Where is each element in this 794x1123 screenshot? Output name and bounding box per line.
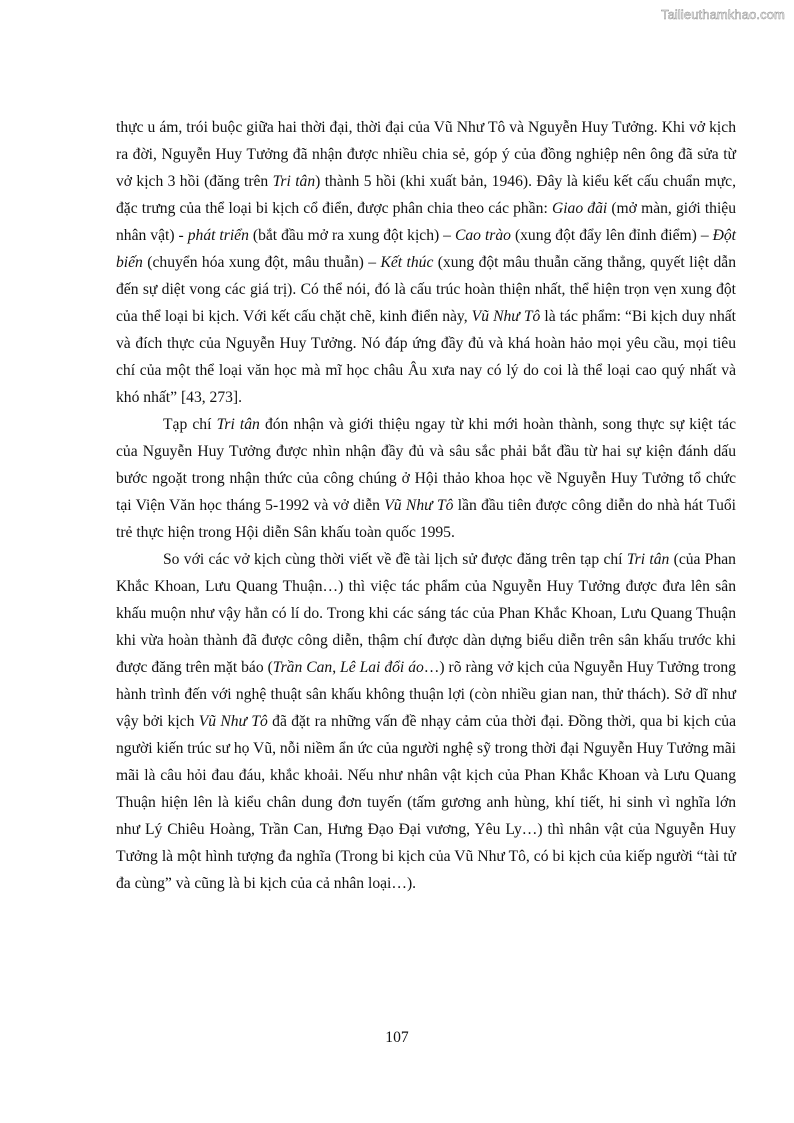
text-run: (xung đột đẩy lên đỉnh điểm) –	[510, 227, 713, 244]
text-run: (của Phan Khắc Khoan, Lưu Quang Thuận…) thì việc tác phẩm của Nguyễn Huy Tưởng được đưa lên sân khấu muộn như vậy hẳn có lí do. Trong khi các sáng tác của Phan Khắc Khoan, Lưu Quang Thuận khi vừa hoàn thành đã được công diễn, thậm chí được dàn dựng biểu diễn trên sân khấu trước khi được đăng trên mặt báo (	[116, 551, 736, 676]
italic-run: Vũ Như Tô	[384, 497, 454, 514]
italic-run: Tri tân	[626, 551, 670, 568]
text-run: đã đặt ra những vấn đề nhạy cảm của thời đại. Đồng thời, qua bi kịch của người kiến trúc sư họ Vũ, nỗi niềm ẩn ức của người nghệ sỹ trong thời đại Nguyễn Huy Tưởng mãi mãi là câu hỏi đau đáu, khắc khoải. Nếu như nhân vật kịch của Phan Khắc Khoan và Lưu Quang Thuận hiện lên là kiểu chân dung đơn tuyến (tấm gương anh hùng, khí tiết, hi sinh vì nghĩa lớn như Lý Chiêu Hoàng, Trần Can, Hưng Đạo Đại vương, Yêu Ly…) thì nhân vật của Nguyễn Huy Tưởng là một hình tượng đa nghĩa (Trong bi kịch của Vũ Như Tô, có bi kịch của kiếp người “tài tử đa cùng” và cũng là bi kịch của cả nhân loại…).	[116, 713, 737, 892]
watermark: Tailieuthamkhao.com	[660, 7, 785, 22]
italic-run: Cao trào	[454, 227, 511, 244]
italic-run: Lê Lai đổi áo	[340, 659, 424, 676]
text-run: Tạp chí	[163, 416, 217, 433]
text-run: (bắt đầu mở ra xung đột kịch) –	[248, 227, 455, 244]
text-run: ) thành 5 hồi (khi xuất bản, 1946). Đây là kiểu kết cấu chuẩn mực, đặc trưng của thể loại bi kịch cổ điển, được phân chia theo các phần:	[116, 173, 736, 217]
italic-run: Giao đãi	[551, 200, 608, 217]
italic-run: Trần Can	[272, 659, 333, 676]
italic-run: Đột biến	[116, 227, 737, 271]
text-run: (xung đột mâu thuẫn căng thẳng, quyết liệt dẫn đến sự diệt vong các giá trị). Có thể nói, đó là cấu trúc hoàn thiện nhất, thể hiện trọn vẹn xung đột của thể loại bi kịch. Với kết cấu chặt chẽ, kinh điển này,	[116, 254, 736, 325]
text-run: đón nhận và giới thiệu ngay từ khi mới hoàn thành, song thực sự kiệt tác của Nguyễn Huy Tưởng được nhìn nhận đầy đủ và sâu sắc phải bắt đầu từ hai sự kiện đánh dấu bước ngoặt trong nhận thức của công chúng ở Hội thảo khoa học về Nguyễn Huy Tưởng tổ chức tại Viện Văn học tháng 5-1992 và vở diễn	[116, 416, 736, 514]
italic-run: Vũ Như Tô	[198, 713, 268, 730]
text-run: (chuyển hóa xung đột, mâu thuẫn) –	[142, 254, 381, 271]
italic-run: Tri tân	[272, 173, 316, 190]
text-run: So với các vở kịch cùng thời viết về đề tài lịch sử được đăng trên tạp chí	[163, 551, 627, 568]
paragraph-3	[116, 546, 736, 897]
text-run: thực u ám, trói buộc giữa hai thời đại, thời đại của Vũ Như Tô và Nguyễn Huy Tưởng. Khi vở kịch ra đời, Nguyễn Huy Tưởng đã nhận được nhiều chia sẻ, góp ý của đồng nghiệp nên ông đã sửa từ vở kịch 3 hồi (đăng trên	[116, 119, 736, 190]
text-run: lần đầu tiên được công diễn do nhà hát Tuổi trẻ thực hiện trong Hội diễn Sân khấu toàn quốc 1995.	[116, 497, 736, 541]
text-run: ,	[332, 659, 341, 676]
italic-run: Tri tân	[216, 416, 260, 433]
text-run: là tác phẩm: “Bi kịch duy nhất và đích thực của Nguyễn Huy Tưởng. Nó đáp ứng đầy đủ và khá hoàn hảo mọi yêu cầu, mọi tiêu chí của một thể loại văn học mà mĩ học châu Âu xưa nay có lý do coi là thể loại cao quý nhất và khó nhất” [43, 273].	[116, 308, 737, 406]
italic-run: Vũ Như Tô	[471, 308, 541, 325]
italic-run: phát triển	[187, 227, 249, 244]
text-run: (mở màn, giới thiệu nhân vật) -	[116, 200, 737, 244]
paragraph-2	[116, 411, 736, 546]
text-run: …) rõ ràng vở kịch của Nguyễn Huy Tưởng trong hành trình đến với nghệ thuật sân khấu không thuận lợi (còn nhiều gian nan, thử thách). Sở dĩ như vậy bởi kịch	[116, 659, 736, 730]
page-number: 107	[385, 1029, 409, 1046]
document-body	[116, 114, 736, 897]
paragraph-1	[116, 114, 736, 411]
italic-run: Kết thúc	[380, 254, 434, 271]
